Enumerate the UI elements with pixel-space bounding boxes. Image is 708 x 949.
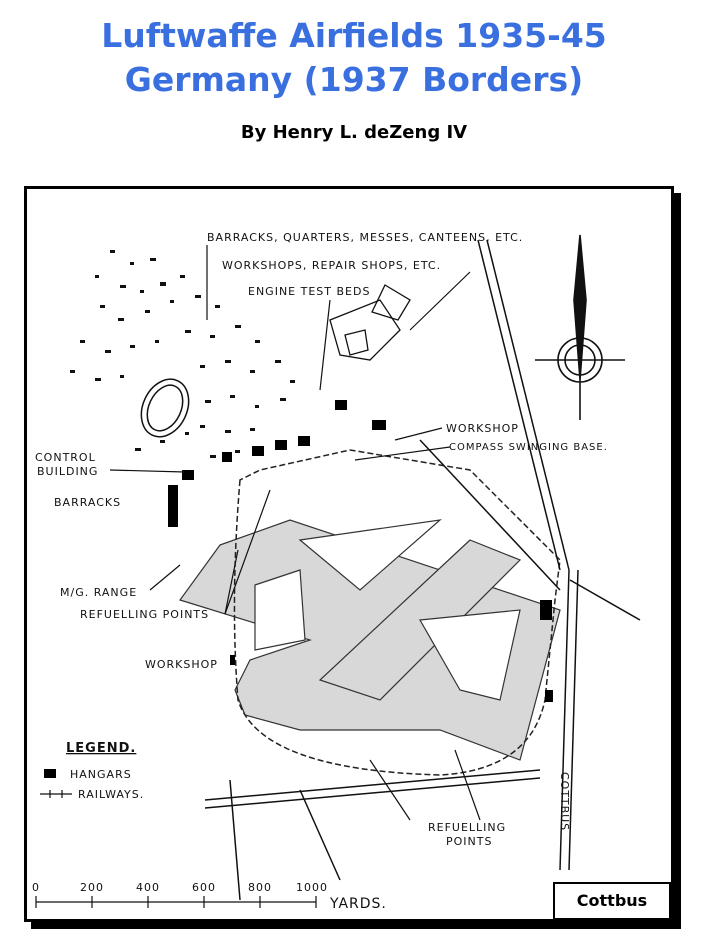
building-cluster — [70, 250, 295, 458]
author-byline: By Henry L. deZeng IV — [240, 122, 468, 143]
label-barracks-quarters: BARRACKS, QUARTERS, MESSES, CANTEENS, ETC. — [207, 231, 524, 244]
scale-tick-0: 0 — [32, 881, 40, 894]
label-workshops-repair: WORKSHOPS, REPAIR SHOPS, ETC. — [222, 259, 442, 272]
scale-unit: YARDS. — [330, 896, 387, 912]
label-workshop-left: WORKSHOP — [145, 658, 218, 671]
label-cottbus-road: COTTBUS — [558, 772, 571, 832]
label-building: BUILDING — [37, 465, 99, 478]
scale-bar — [32, 881, 387, 912]
label-workshop-right: WORKSHOP — [446, 422, 519, 435]
scale-tick-400: 400 — [136, 881, 160, 894]
scale-tick-600: 600 — [192, 881, 216, 894]
page-title-line1: Luftwaffe Airfields 1935-45 — [101, 16, 607, 55]
label-engine-test-beds: ENGINE TEST BEDS — [248, 285, 371, 298]
hangar-legend-icon — [44, 769, 56, 778]
legend-hangars: HANGARS — [70, 768, 132, 781]
legend — [40, 741, 144, 801]
north-arrow-icon — [535, 235, 625, 420]
label-mg-range: M/G. RANGE — [60, 586, 138, 599]
page-title-line2: Germany (1937 Borders) — [124, 60, 584, 99]
legend-railways: RAILWAYS. — [78, 788, 145, 801]
label-control: CONTROL — [35, 451, 96, 464]
scale-tick-800: 800 — [248, 881, 272, 894]
legend-title: LEGEND. — [66, 741, 137, 756]
label-points: POINTS — [446, 835, 493, 848]
label-compass-swinging-base: COMPASS SWINGING BASE. — [449, 442, 608, 453]
scale-tick-1000: 1000 — [296, 881, 328, 894]
map-caption: Cottbus — [553, 882, 671, 920]
label-refuelling: REFUELLING — [428, 821, 507, 834]
scale-tick-200: 200 — [80, 881, 104, 894]
label-refuelling-points-left: REFUELLING POINTS — [80, 608, 210, 621]
label-barracks: BARRACKS — [54, 496, 122, 509]
